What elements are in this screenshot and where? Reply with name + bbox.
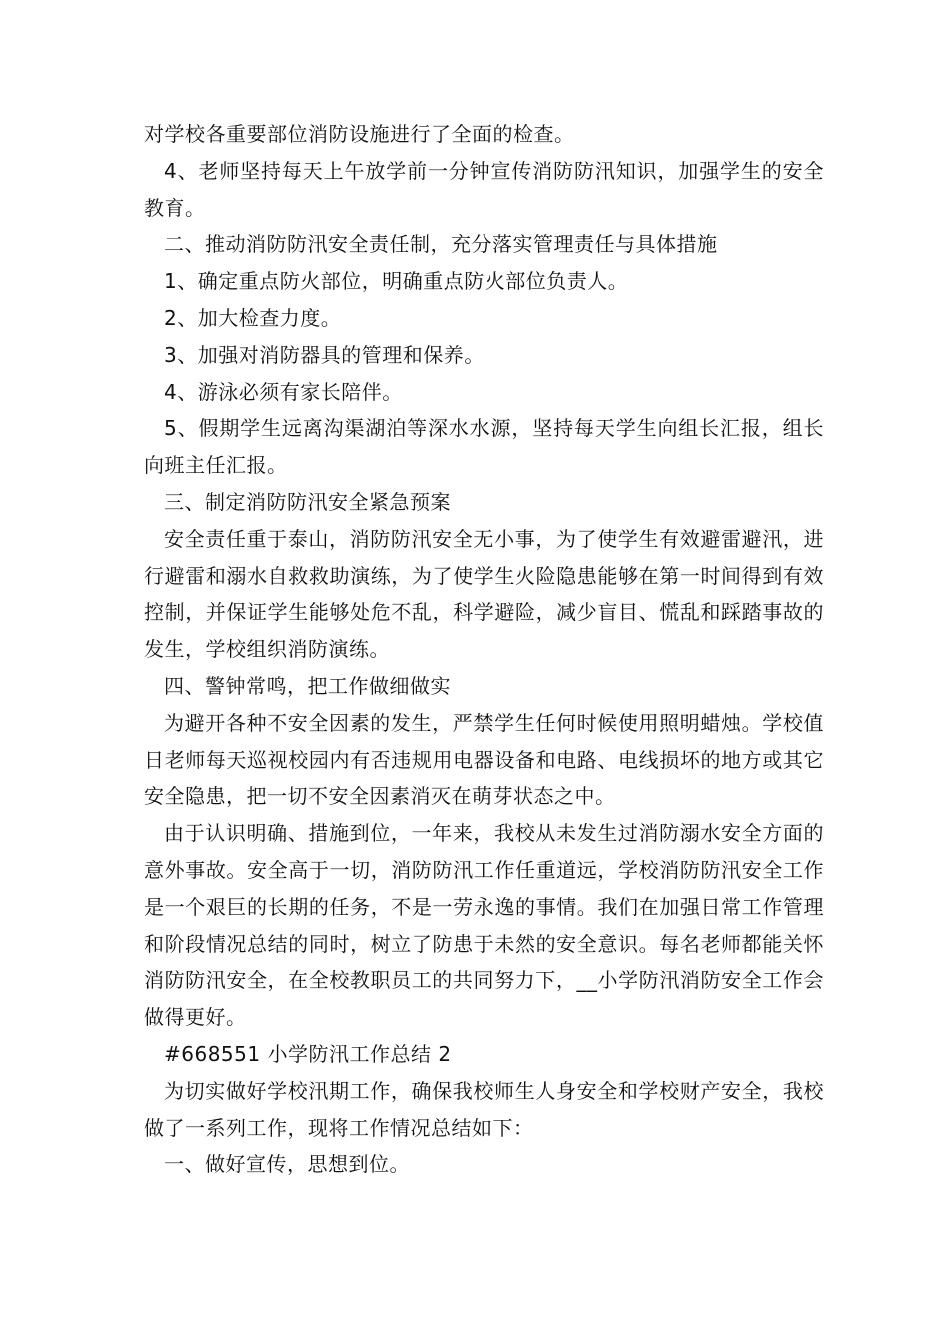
list-item: 1、确定重点防火部位，明确重点防火部位负责人。 — [164, 269, 629, 294]
section-heading: 三、制定消防防汛安全紧急预案 — [164, 489, 451, 514]
paragraph: 安全责任重于泰山，消防防汛安全无小事，为了使学生有效避雷避汛，进行避雷和溺水自救救助演练，为了使学生火险隐患能够在第一时间得到有效控制，并保证学生能够处危不乱，科学避险，减少盲目、慌乱和踩踏事故的发生，学校组织消防演练。 — [144, 526, 824, 662]
paragraph: 为切实做好学校汛期工作，确保我校师生人身安全和学校财产安全，我校做了一系列工作，现将工作情况总结如下： — [144, 1078, 824, 1140]
document-body — [144, 116, 824, 1183]
section-heading: 二、推动消防防汛安全责任制，充分落实管理责任与具体措施 — [164, 232, 718, 257]
document-title: #668551 小学防汛工作总结 2 — [164, 1041, 452, 1066]
list-item: 4、游泳必须有家长陪伴。 — [164, 379, 403, 404]
list-item: 5、假期学生远离沟渠湖泊等深水水源，坚持每天学生向组长汇报，组长向班主任汇报。 — [144, 416, 824, 478]
paragraph: 为避开各种不安全因素的发生，严禁学生任何时候使用照明蜡烛。学校值日老师每天巡视校园内有否违规用电器设备和电路、电线损坏的地方或其它安全隐患，把一切不安全因素消灭在萌芽状态之中。 — [144, 710, 824, 809]
paragraph: 对学校各重要部位消防设施进行了全面的检查。 — [144, 122, 575, 146]
list-item: 2、加大检查力度。 — [164, 305, 342, 330]
list-item: 3、加强对消防器具的管理和保养。 — [164, 342, 485, 367]
section-heading: 一、做好宣传，思想到位。 — [164, 1152, 410, 1177]
paragraph: 由于认识明确、措施到位，一年来，我校从未发生过消防溺水安全方面的意外事故。安全高于一切，消防防汛工作任重道远，学校消防防汛安全工作是一个艰巨的长期的任务，不是一劳永逸的事情。我们在加强日常工作管理和阶段情况总结的同时，树立了防患于未然的安全意识。每名老师都能关怀消防防汛安全，在全校教职员工的共同努力下，__小学防汛消防安全工作会做得更好。 — [144, 821, 824, 1030]
section-heading: 四、警钟常鸣，把工作做细做实 — [164, 673, 451, 698]
paragraph: 4、老师坚持每天上午放学前一分钟宣传消防防汛知识，加强学生的安全教育。 — [144, 158, 824, 220]
